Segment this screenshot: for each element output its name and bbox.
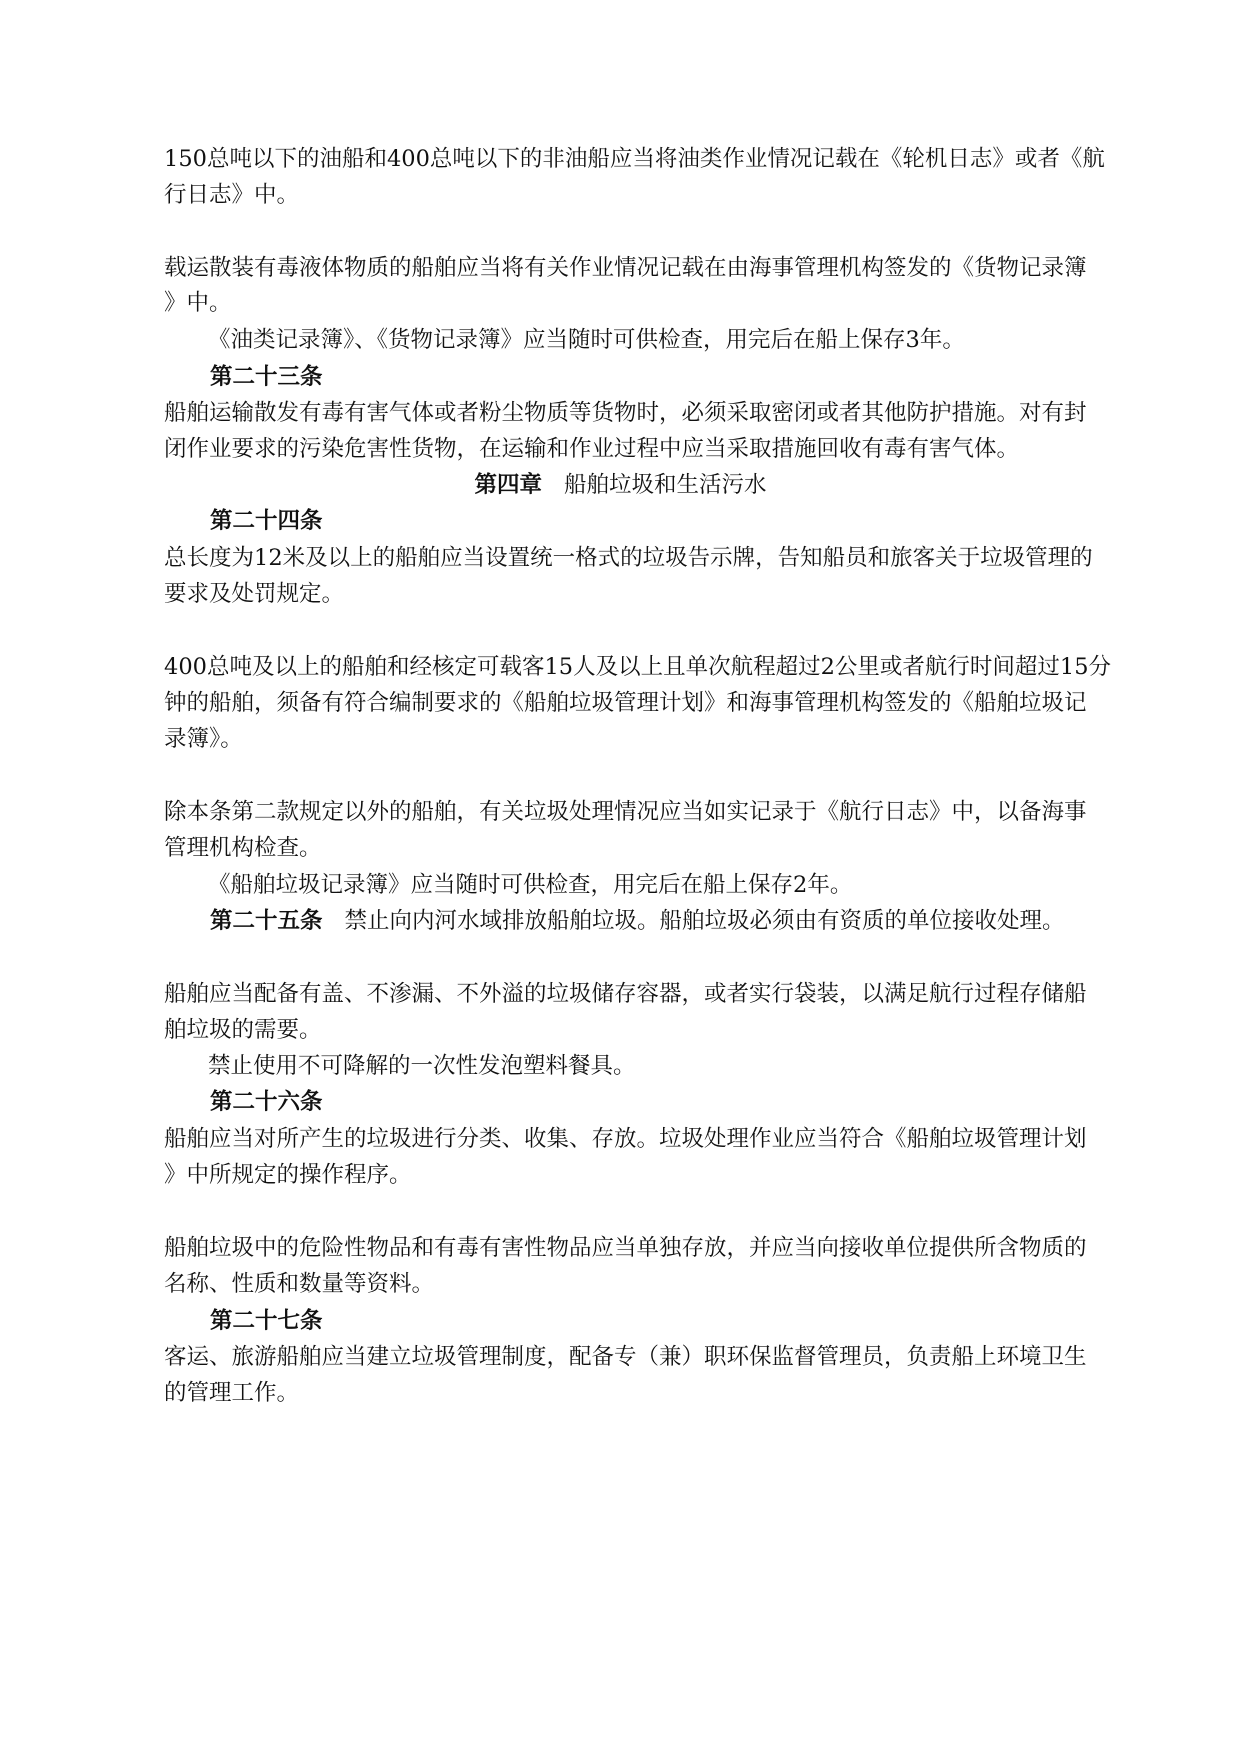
chapter-title: 船舶垃圾和生活污水 bbox=[564, 472, 767, 498]
body-text-line: 船舶垃圾中的危险性物品和有毒有害性物品应当单独存放，并应当向接收单位提供所含物质的 bbox=[164, 1235, 1087, 1261]
body-text-line: 要求及处罚规定。 bbox=[164, 581, 345, 607]
article-text: 禁止向内河水域排放船舶垃圾。船舶垃圾必须由有资质的单位接收处理。 bbox=[344, 908, 1065, 934]
body-text-line: 船舶应当对所产生的垃圾进行分类、收集、存放。垃圾处理作业应当符合《船舶垃圾管理计划 bbox=[164, 1126, 1087, 1152]
body-text-line: 《船舶垃圾记录簿》应当随时可供检查，用完后在船上保存2年。 bbox=[208, 872, 853, 898]
body-text-line: 《油类记录簿》、《货物记录簿》应当随时可供检查，用完后在船上保存3年。 bbox=[208, 327, 965, 353]
body-text-line: 》中。 bbox=[164, 290, 232, 316]
article-heading: 第二十四条 bbox=[210, 508, 323, 534]
body-text-line: 150总吨以下的油船和400总吨以下的非油船应当将油类作业情况记载在《轮机日志》或者《航 bbox=[164, 146, 1105, 172]
body-text-line: 客运、旅游船舶应当建立垃圾管理制度，配备专（兼）职环保监督管理员，负责船上环境卫生 bbox=[164, 1344, 1087, 1370]
chapter-number: 第四章 bbox=[474, 472, 542, 498]
body-text-line: 名称、性质和数量等资料。 bbox=[164, 1271, 435, 1297]
body-text-line: 禁止使用不可降解的一次性发泡塑料餐具。 bbox=[208, 1053, 636, 1079]
chapter-heading bbox=[0, 469, 1241, 501]
article-heading: 第二十三条 bbox=[210, 364, 323, 390]
body-text-line: 》中所规定的操作程序。 bbox=[164, 1162, 412, 1188]
body-text-line: 钟的船舶，须备有符合编制要求的《船舶垃圾管理计划》和海事管理机构签发的《船舶垃圾记 bbox=[164, 690, 1087, 716]
body-text-line: 除本条第二款规定以外的船舶，有关垃圾处理情况应当如实记录于《航行日志》中，以备海事 bbox=[164, 799, 1087, 825]
article-heading: 第二十五条 bbox=[210, 908, 323, 934]
body-text-line: 船舶运输散发有毒有害气体或者粉尘物质等货物时，必须采取密闭或者其他防护措施。对有封 bbox=[164, 400, 1087, 426]
body-text-line: 行日志》中。 bbox=[164, 182, 300, 208]
article-heading: 第二十七条 bbox=[210, 1308, 323, 1334]
body-text-line: 录簿》。 bbox=[164, 726, 243, 752]
body-text-line: 总长度为12米及以上的船舶应当设置统一格式的垃圾告示牌，告知船员和旅客关于垃圾管理的 bbox=[164, 545, 1093, 571]
article-heading: 第二十六条 bbox=[210, 1089, 323, 1115]
body-text-line: 400总吨及以上的船舶和经核定可载客15人及以上且单次航程超过2公里或者航行时间超过15分 bbox=[164, 654, 1112, 680]
body-text-line: 舶垃圾的需要。 bbox=[164, 1017, 322, 1043]
body-text-line: 闭作业要求的污染危害性货物，在运输和作业过程中应当采取措施回收有毒有害气体。 bbox=[164, 436, 1020, 462]
article-25-line bbox=[210, 905, 1150, 937]
body-text-line: 载运散装有毒液体物质的船舶应当将有关作业情况记载在由海事管理机构签发的《货物记录簿 bbox=[164, 255, 1087, 281]
body-text-line: 船舶应当配备有盖、不渗漏、不外溢的垃圾储存容器，或者实行袋装，以满足航行过程存储船 bbox=[164, 981, 1087, 1007]
body-text-line: 管理机构检查。 bbox=[164, 835, 322, 861]
body-text-line: 的管理工作。 bbox=[164, 1380, 300, 1406]
